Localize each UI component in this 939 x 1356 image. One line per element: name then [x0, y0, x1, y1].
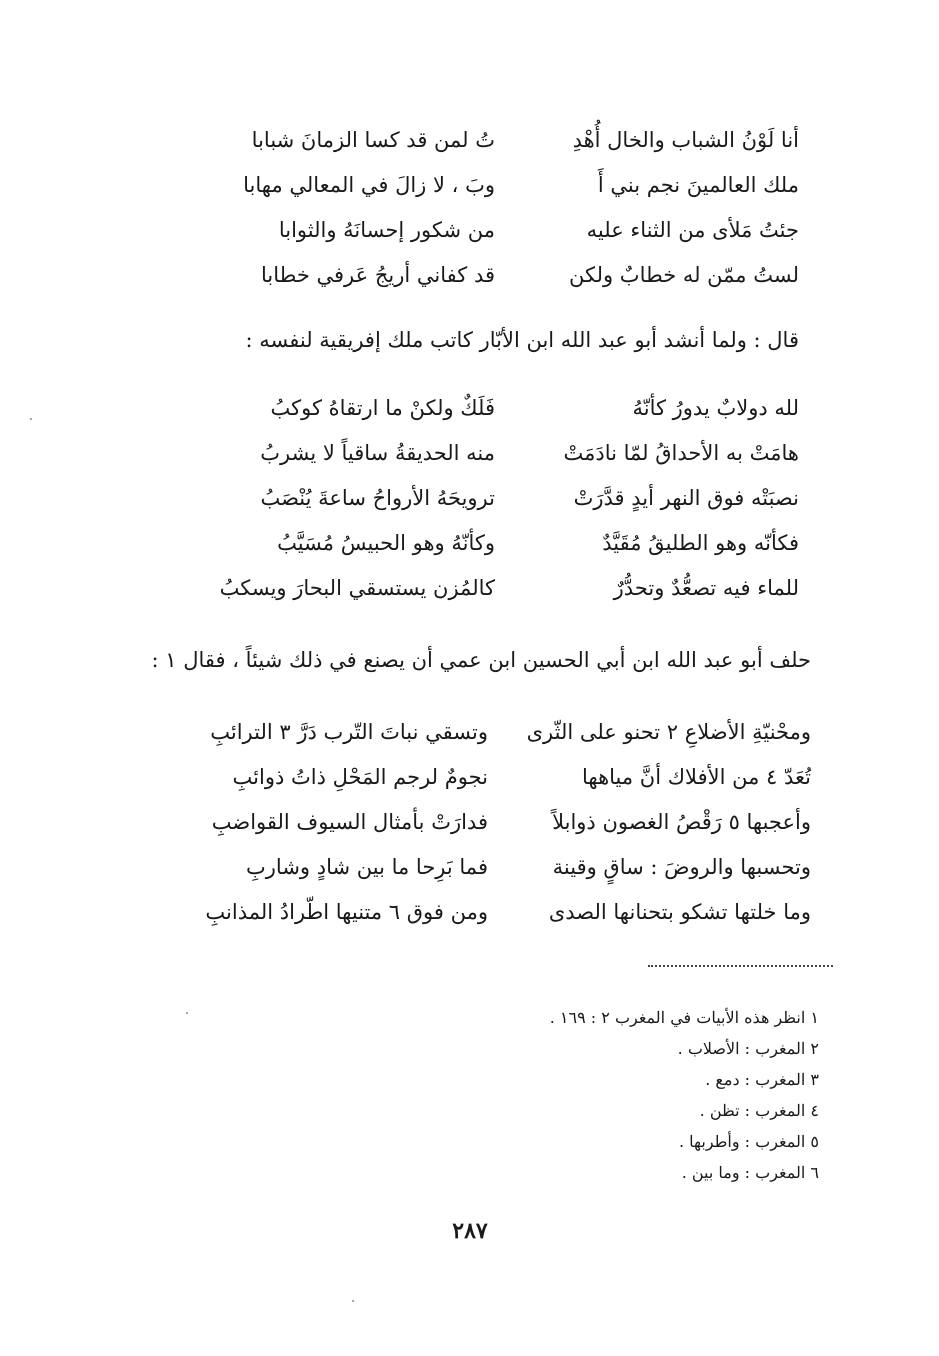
hemistich-first: أنا لَوْنُ الشباب والخال أُهْدِ — [572, 128, 799, 152]
hemistich-first: فكأنّه وهو الطليقُ مُقَيَّدٌ — [602, 531, 799, 555]
footnotes — [299, 1002, 819, 1188]
verse — [190, 568, 799, 612]
intro-line-2: قال : ولما أنشد أبو عبد الله ابن الأبّار كاتب ملك إفريقية لنفسه : — [245, 328, 799, 352]
hemistich-first: وما خلتها تشكو بتحنانها الصدى — [548, 900, 811, 924]
hemistich-second: فدارَتْ بأمثال السيوف القواضبِ — [211, 810, 488, 834]
footnote: ٣ المغرب : دمع . — [705, 1070, 819, 1089]
verse — [190, 478, 799, 522]
scan-speck — [30, 418, 32, 420]
verse — [190, 388, 799, 432]
verse — [190, 165, 799, 209]
hemistich-first: وأعجبها ٥ رَقْصُ الغصون ذوابلاً — [552, 810, 811, 834]
hemistich-second: فَلَكٌ ولكنْ ما ارتقاهُ كوكبُ — [270, 396, 495, 420]
hemistich-first: وتحسبها والروضَ : ساقٍ وقينة — [552, 855, 811, 879]
footnote-divider — [648, 965, 833, 967]
hemistich-second: وبَ ، لا زالَ في المعالي مهابا — [243, 173, 495, 197]
verse — [160, 757, 811, 801]
hemistich-second: تُ لمن قد كسا الزمانَ شبابا — [251, 128, 495, 152]
hemistich-second: من شكور إحسانَهُ والثوابا — [278, 218, 495, 242]
hemistich-first: ملك العالمينَ نجم بني أَ — [597, 173, 799, 197]
footnote: ١ انظر هذه الأبيات في المغرب ٢ : ١٦٩ . — [549, 1008, 819, 1027]
verse — [190, 523, 799, 567]
poem-1 — [190, 120, 799, 300]
hemistich-second: نجومٌ لرجم المَحْلِ ذاتُ ذوائبِ — [232, 765, 488, 789]
footnote: ٦ المغرب : وما بين . — [681, 1163, 819, 1182]
hemistich-second: وكأنّهُ وهو الحبيسُ مُسَيَّبُ — [277, 531, 495, 555]
hemistich-second: قد كفاني أريجُ عَرفي خطابا — [260, 263, 495, 287]
verse — [190, 433, 799, 477]
page-number: ٢٨٧ — [452, 1218, 488, 1244]
verse — [160, 847, 811, 891]
scan-speck — [186, 1012, 188, 1014]
hemistich-second: فما بَرِحا ما بين شادٍ وشاربِ — [246, 855, 488, 879]
verse — [160, 802, 811, 846]
verse — [190, 120, 799, 164]
hemistich-first: للماء فيه تصعُّدٌ وتحدُّرٌ — [613, 576, 799, 600]
intro-line-3: حلف أبو عبد الله ابن أبي الحسين ابن عمي أن يصنع في ذلك شيئاً ، فقال ١ : — [151, 648, 811, 672]
hemistich-first: جئتُ مَلأى من الثناء عليه — [586, 218, 799, 242]
hemistich-second: منه الحديقةُ ساقياً لا يشربُ — [260, 441, 495, 465]
footnote: ٢ المغرب : الأصلاب . — [677, 1039, 819, 1058]
footnote: ٤ المغرب : تظن . — [699, 1101, 819, 1120]
poem-2 — [190, 388, 799, 613]
hemistich-first: هامَتْ به الأحداقُ لمّا نادَمَتْ — [563, 441, 799, 465]
verse — [160, 712, 811, 756]
verse — [160, 892, 811, 936]
verse — [190, 255, 799, 299]
hemistich-first: لستُ ممّن له خطابٌ ولكن — [569, 263, 799, 287]
poem-3 — [160, 712, 811, 937]
scan-speck — [352, 1300, 354, 1302]
verse — [190, 210, 799, 254]
hemistich-first: لله دولابٌ يدورُ كأنّهُ — [632, 396, 799, 420]
hemistich-first: نصبَتْه فوق النهر أيدٍ قدَّرَتْ — [573, 486, 799, 510]
hemistich-second: ترويحَهُ الأرواحُ ساعةَ يُنْصَبُ — [260, 486, 495, 510]
hemistich-second: كالمُزن يستسقي البحارَ ويسكبُ — [219, 576, 495, 600]
hemistich-second: وتسقي نباتَ التّرب دَرَّ ٣ الترائبِ — [210, 720, 488, 744]
hemistich-first: ومحْنيّةِ الأضلاعِ ٢ تحنو على الثّرى — [526, 720, 811, 744]
hemistich-second: ومن فوق ٦ متنيها اطّرادُ المذانبِ — [205, 900, 488, 924]
footnote: ٥ المغرب : وأطربها . — [678, 1132, 819, 1151]
hemistich-first: تُعَدّ ٤ من الأفلاك أنَّ مياهها — [582, 765, 811, 789]
